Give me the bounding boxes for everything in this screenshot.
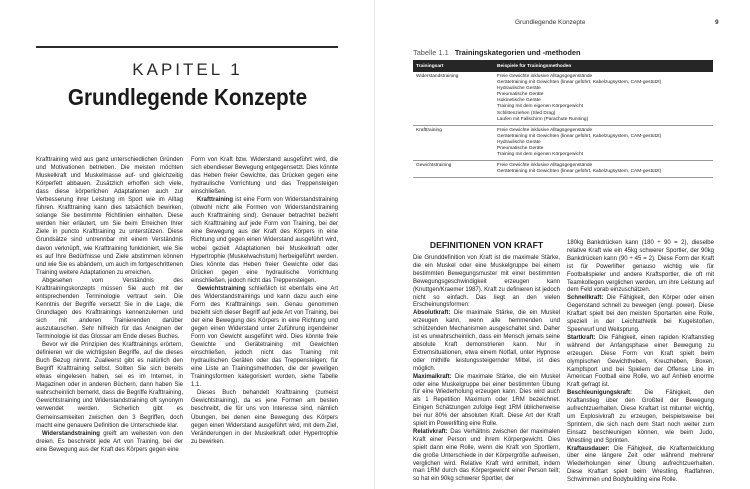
paragraph: Widerstandstraining greift am weitesten von den dreien. Es beschreibt jede Art von Training, bei der eine Bewegung aus der Kraft des Körpers gegen eine [36, 430, 183, 453]
method-item: Training mit dem eigenen Körpergewicht [497, 104, 583, 110]
right-column-1 [413, 255, 560, 484]
left-column-1 [36, 156, 183, 454]
chapter-title: Grundlegende Konzepte [67, 84, 308, 110]
table-row [413, 72, 713, 125]
page-number: 9 [715, 19, 719, 26]
table-body [413, 72, 713, 178]
table-caption [413, 48, 580, 57]
paragraph: 180kg Bankdrücken kann (180 ÷ 90 = 2), dieselbe relative Kraft wie ein 45kg schwerer Sportler, der 90kg Bankdrücken kann (90 ÷ 45 = 2). Diese Form der Kraft ist für Powerlifter genauso wichtig wie für Footballspieler und andere Kraftsportler, die oft mit Teamkollegen verglichen werden, um ihre Leistung auf dem Feld vorab einzuschätzen. [567, 240, 714, 294]
table-row [413, 161, 713, 178]
paragraph: Krafttraining ist eine Form von Widerstandstraining (obwohl nicht alle Formen von Widerstandstraining auch Krafttraining sind). Genauer betrachtet bezieht sich Krafttraining auf jede Form von Training, bei der eine Bewegung aus der Kraft des Körpers in eine Richtung und gegen einen Widerstand ausgeführt wird, wobei gezielt Adaptationen bei Muskelkraft oder Hypertrophie (Muskelwachstum) herbeigeführt werden. Dies könnte das Heben freier Gewichte oder das Drücken gegen eine hydraulische Vorrichtung einschließen, jedoch nicht das Treppensteigen. [191, 197, 338, 284]
chapter-divider [36, 46, 338, 48]
paragraph: Relativkraft: Das Verhältnis zwischen der maximalen Kraft einer Person und ihrem Körpergewicht. Dies spielt dann eine Rolle, wenn die Kraft von Sportlern, die große Unterschiede in der Körpergröße aufweisen, verglichen wird. Relative Kraft wird ermittelt, indem man 1RM durch das Körpergewicht einer Person teilt; so hat ein 90kg schwerer Sportler, der [413, 428, 560, 483]
paragraph: Abgesehen vom Verständnis des Krafttrainingskonzepts müssen Sie auch mit der entsprechenden Terminologie vertraut sein. Die Kenntnis der Begriffe versetzt Sie in die Lage, die Grundlagen des Krafttrainings kennenzulernen und sich mit anderen Trainierenden darüber auszutauschen. Sehr hilfreich für das Aneignen der Terminologie ist das Glossar am Ende dieses Buches. [36, 277, 183, 341]
chapter-label: KAPITEL 1 [132, 60, 243, 79]
right-column-2 [567, 240, 714, 485]
method-item: Freie Gewichte inklusive Alltagsgegenstände [497, 74, 593, 79]
table-header-row [413, 60, 713, 72]
method-item: Pneumatische Geräte [497, 146, 544, 152]
paragraph: Form von Kraft bzw. Widerstand ausgeführt wird, die sich ebendieser Bewegung entgegensetzt. Dies könnte das Heben freier Gewichte, das Drücken gegen eine hydraulische Vorrichtung und das Treppensteigen einschließen. [191, 157, 338, 196]
left-column-2 [191, 156, 338, 446]
paragraph: Absolutkraft: Die maximale Stärke, die ein Muskel erzeugen kann, wenn alle hemmenden und schützenden Mechanismen ausgeschaltet sind. Daher ist es unwahrscheinlich, dass ein Mensch jemals seine absolute Kraft demonstrieren kann. Nur in Extremsituationen, etwa einem Notfall, unter Hypnose oder mithilfe leistungssteigernder Mittel, ist dies möglich. [413, 310, 560, 372]
paragraph: Gewichtstraining schließlich ist ebenfalls eine Art des Widerstandstrainings und kann dazu auch eine Form des Krafttrainings sein. Genau genommen bezieht sich dieser Begriff auf jede Art von Training, bei der eine Bewegung des Körpers in eine Richtung und gegen einen Widerstand unter Zuführung irgendeiner Form von Gewicht ausgeführt wird. Dies könnte freie Gewichte und Gerätetraining mit Gewichten einschließen, jedoch nicht das Training mit hydraulischen Geräten oder das Treppensteigen; für eine Liste an Trainingsmethoden, die der jeweiligen Trainingsformen kategorisiert wurden, siehe Tabelle 1.1. [191, 285, 338, 389]
table-header-type: Trainingsart [413, 60, 494, 72]
method-item: Pneumatische Geräte [497, 92, 544, 98]
method-item: Gerätetraining mit Gewichten (linear geführt, Kabelzugsystem, CAM-gestützt) [497, 133, 662, 139]
table-number: Tabelle 1.1 [413, 48, 449, 57]
right-page [375, 0, 750, 489]
method-item: Freie Gewichte inklusive Alltagsgegenstände [497, 127, 593, 133]
paragraph: Maximalkraft: Die maximale Stärke, die ein Muskel oder eine Muskelgruppe bei einer bestimmten Übung für eine Wiederholung erzeugen kann. Dies wird auch als 1 Repetition Maximum oder 1RM bezeichnet. Einigen Schätzungen zufolge liegt 1RM üblicherweise bei nur 80% der absoluten Kraft. Diese Art der Kraft spielt im Powerlifting eine Rolle. [413, 373, 560, 428]
paragraph: Beschleunigungskraft: Die Fähigkeit, den Kraftanstieg über den Großteil der Bewegung aufrechtzuerhalten. Diese Kraftart ist mitunter wichtig, um Explosivkraft zu erzeugen, beispielsweise bei Sprintern, die sich nach dem Start noch weiter zum Einsatz beschleunigen können, wie beim Judo, Wrestling und Sprinten. [567, 390, 714, 444]
paragraph: Dieses Buch behandelt Krafttraining (zumeist Gewichtstraining), da es jene Formen am besten beschreibt, die für uns von Interesse sind, nämlich Übungen, bei denen eine Bewegung des Körpers gegen einen Widerstand ausgeführt wird, mit dem Ziel, Veränderungen in der Muskelkraft oder Hypertrophie zu bewirken. [191, 390, 338, 445]
method-item: Hydraulische Geräte [497, 139, 541, 145]
training-methods-cell [494, 161, 713, 178]
training-type-cell: Gewichtstraining [413, 161, 494, 178]
method-item: Gerätetraining mit Gewichten (linear geführt, Kabelzugsystem, CAM-gestützt) [497, 80, 662, 86]
training-type-cell: Krafttraining [413, 125, 494, 160]
method-item: Laufen mit Fallschirm (Parachute Running) [497, 116, 589, 122]
paragraph: Startkraft: Die Fähigkeit, einen rapiden Kraftanstieg während der Anfangsphase einer Bewegung zu erzeugen. Diese Form von Kraft spielt beim olympischen Gewichtheben, Kreuzheben, Boxen, Kampfsport und bei Spielern der Offense Line im American Football eine Rolle, wo auf Anhieb enorme Kraft gefragt ist. [567, 334, 714, 389]
section-title: DEFINITIONEN VON KRAFT [429, 240, 544, 250]
table-row [413, 125, 713, 160]
method-item: Schlittenziehen (Sled Drag) [497, 110, 556, 116]
method-item: Gerätetraining mit Gewichten (linear geführt, Kabelzugsystem, CAM-gestützt) [497, 169, 662, 175]
paragraph: Kraftausdauer: Die Fähigkeit, die Kraftentwicklung über eine längere Zeit oder während mehrerer Wiederholungen einer Übung aufrechtzuerhalten. Diese Kraftart spielt beim Wrestling, Radfahren, Schwimmen und Bodybuilding eine Rolle. [567, 445, 714, 484]
training-methods-cell [494, 125, 713, 160]
training-table [413, 60, 713, 178]
paragraph: Schnellkraft: Die Fähigkeit, den Körper oder einen Gegenstand schnell zu bewegen (engl. power). Diese Kraftart spielt bei den meisten Sportarten eine Rolle, speziell in der Leichtathletik bei Kugelstoßen, Speerwurf und Weitsprung. [567, 295, 714, 333]
training-methods-cell [494, 72, 713, 125]
table-header-methods: Beispiele für Trainingsmethoden [494, 60, 713, 72]
table-title: Trainingskategorien und -methoden [454, 48, 581, 57]
paragraph: Die Grunddefinition von Kraft ist die maximale Stärke, die ein Muskel oder eine Muskelgruppe bei einem bestimmten Bewegungsmuster mit einer bestimmten Bewegungsgeschwindigkeit erzeugen kann (Knuttgen/Kraemer 1987). Kraft zu definieren ist jedoch nicht so einfach. Das liegt an den vielen Erscheinungsformen: [413, 255, 560, 309]
method-item: Hydraulische Geräte [497, 86, 541, 92]
paragraph: Krafttraining wird aus ganz unterschiedlichen Gründen und Motivationen betrieben. Die meisten möchten Muskelkraft und Muskelmasse auf- und gleichzeitig Körperfett abbauen. Zusätzlich erhoffen sich viele, dass diese körperlichen Adaptationen auch zur Verbesserung ihrer Leistung im Sport wie im Alltag führen. Krafttraining kann dies tatsächlich bewirken, solange Sie bestimmte Richtlinien einhalten. Diese werden hier erläutert, um Sie beim Erreichen Ihrer Ziele in puncto Krafttraining zu unterstützen. Diese Grundsätze sind untrennbar mit einem Verständnis davon verknüpft, wie Krafttraining funktioniert, wie Sie es auf Ihre Bedürfnisse und Ziele abstimmen können und wie Sie es abändern, um auch im fortgeschrittenen Training weitere Adaptationen zu erreichen. [36, 157, 183, 276]
method-item: Isokinetische Geräte [497, 98, 541, 104]
training-type-cell: Widerstandstraining [413, 72, 494, 125]
running-head: Grundlegende Konzepte [515, 19, 586, 26]
method-item: Training mit dem eigenen Körpergewicht [497, 152, 583, 158]
paragraph: Bevor wir die Prinzipien des Krafttrainings erörtern, definieren wir die wichtigsten Begriffe, auf die dieses Buch Bezug nimmt. Zualleerst gibt es natürlich den Begriff Krafttraining selbst. Sollten Sie sich bereits etwas eingelesen haben, sei es im Internet, in Magazinen oder in anderen Büchern, dann haben Sie wahrscheinlich bemerkt, dass die Begriffe Krafttraining, Gewichtstraining und Widerstandstraining oft synonym verwendet werden. Sicherlich gibt es Gemeinsamkeiten zwischen den 3 Begriffen, doch macht eine genauere Definition die Unterschiede klar. [36, 342, 183, 429]
method-item: Freie Gewichte inklusive Alltagsgegenstände [497, 163, 593, 169]
